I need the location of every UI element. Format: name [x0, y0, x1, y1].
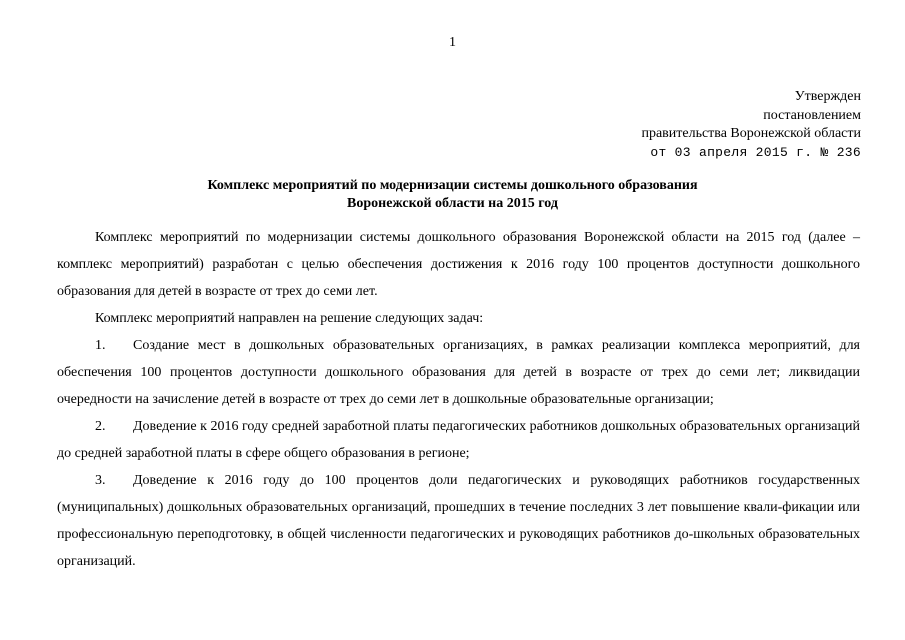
document-title-line-1: Комплекс мероприятий по модернизации системы дошкольного образования: [207, 178, 698, 193]
task-number: 2.: [95, 419, 106, 434]
task-text: Доведение к 2016 году средней заработной платы педагогических работников дошкольных образовательных организаций до средней заработной платы в сфере общего образования в регионе;: [57, 419, 860, 461]
task-text: Доведение к 2016 году до 100 процентов доли педагогических и руководящих работников государственных (муниципальных) дошкольных образовательных организаций, прошедших в течение последних 3 лет повышение квали-фикации или профессиональную переподготовку, в общей численности педагогических и руководящих работников до-школьных образовательных организаций.: [57, 473, 860, 569]
page-number: 1: [449, 35, 456, 50]
document-title: [0, 177, 905, 212]
approval-line-government: правительства Воронежской области: [641, 126, 861, 141]
intro-paragraph: Комплекс мероприятий по модернизации системы дошкольного образования Воронежской области на 2015 год (далее – комплекс мероприятий) разработан с целью обеспечения достижения к 2016 году 100 процентов доступности дошкольного образования для детей в возрасте от трех до семи лет.: [57, 230, 860, 299]
tasks-lead-paragraph: Комплекс мероприятий направлен на решение следующих задач:: [95, 311, 484, 326]
task-item-3: [57, 467, 860, 575]
task-text: Создание мест в дошкольных образовательных организациях, в рамках реализации комплекса мероприятий, для обеспечения 100 процентов доступности дошкольного образования для детей в возрасте от трех до семи лет; ликвидации очередности на зачисление детей в возрасте от трех до семи лет в дошкольные образовательные организации;: [57, 338, 860, 407]
task-item-2: [57, 413, 860, 467]
document-body: [57, 224, 860, 575]
task-number: 3.: [95, 473, 106, 488]
document-title-line-2: Воронежской области на 2015 год: [347, 195, 558, 211]
task-item-1: [57, 332, 860, 413]
approval-line-date-number: от 03 апреля 2015 г. № 236: [650, 144, 861, 160]
approval-line-approved: Утвержден: [794, 89, 861, 104]
approval-line-resolution: постановлением: [763, 107, 861, 123]
approval-block: [641, 88, 861, 162]
task-number: 1.: [95, 338, 106, 353]
